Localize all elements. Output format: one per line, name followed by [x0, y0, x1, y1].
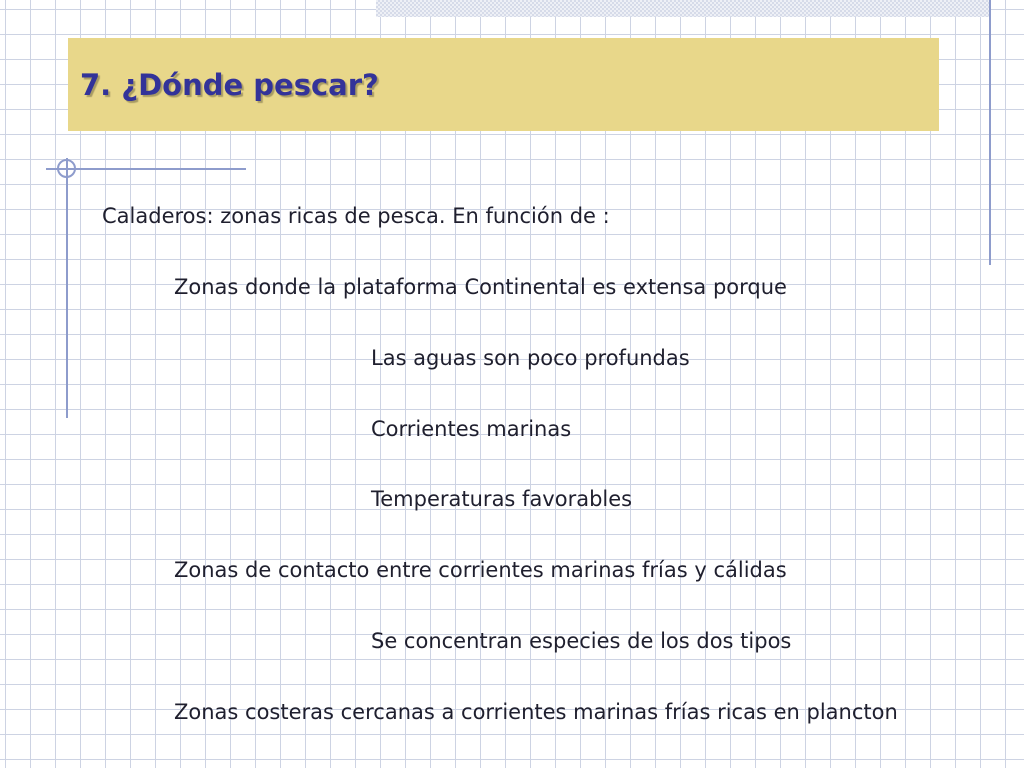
- decorative-left-rule: [66, 158, 68, 418]
- bullet-level2-contacto: Zonas de contacto entre corrientes marinas frías y cálidas: [174, 558, 787, 582]
- bullet-level1-caladeros: Caladeros: zonas ricas de pesca. En función de :: [102, 204, 610, 228]
- bullet-level3-especies: Se concentran especies de los dos tipos: [371, 629, 792, 653]
- bullet-level2-plataforma: Zonas donde la plataforma Continental es extensa porque: [174, 275, 787, 299]
- slide-title: 7. ¿Dónde pescar?: [80, 68, 379, 102]
- decorative-crosshair-rule: [46, 168, 246, 170]
- crosshair-ring-icon: [57, 159, 76, 178]
- bullet-level3-temperaturas: Temperaturas favorables: [371, 487, 633, 511]
- decorative-right-rule: [989, 0, 991, 265]
- bullet-level2-costeras: Zonas costeras cercanas a corrientes marinas frías ricas en plancton: [174, 700, 898, 724]
- decorative-top-strip: [376, 0, 990, 17]
- bullet-level3-corrientes: Corrientes marinas: [371, 417, 572, 441]
- bullet-level3-aguas: Las aguas son poco profundas: [371, 346, 690, 370]
